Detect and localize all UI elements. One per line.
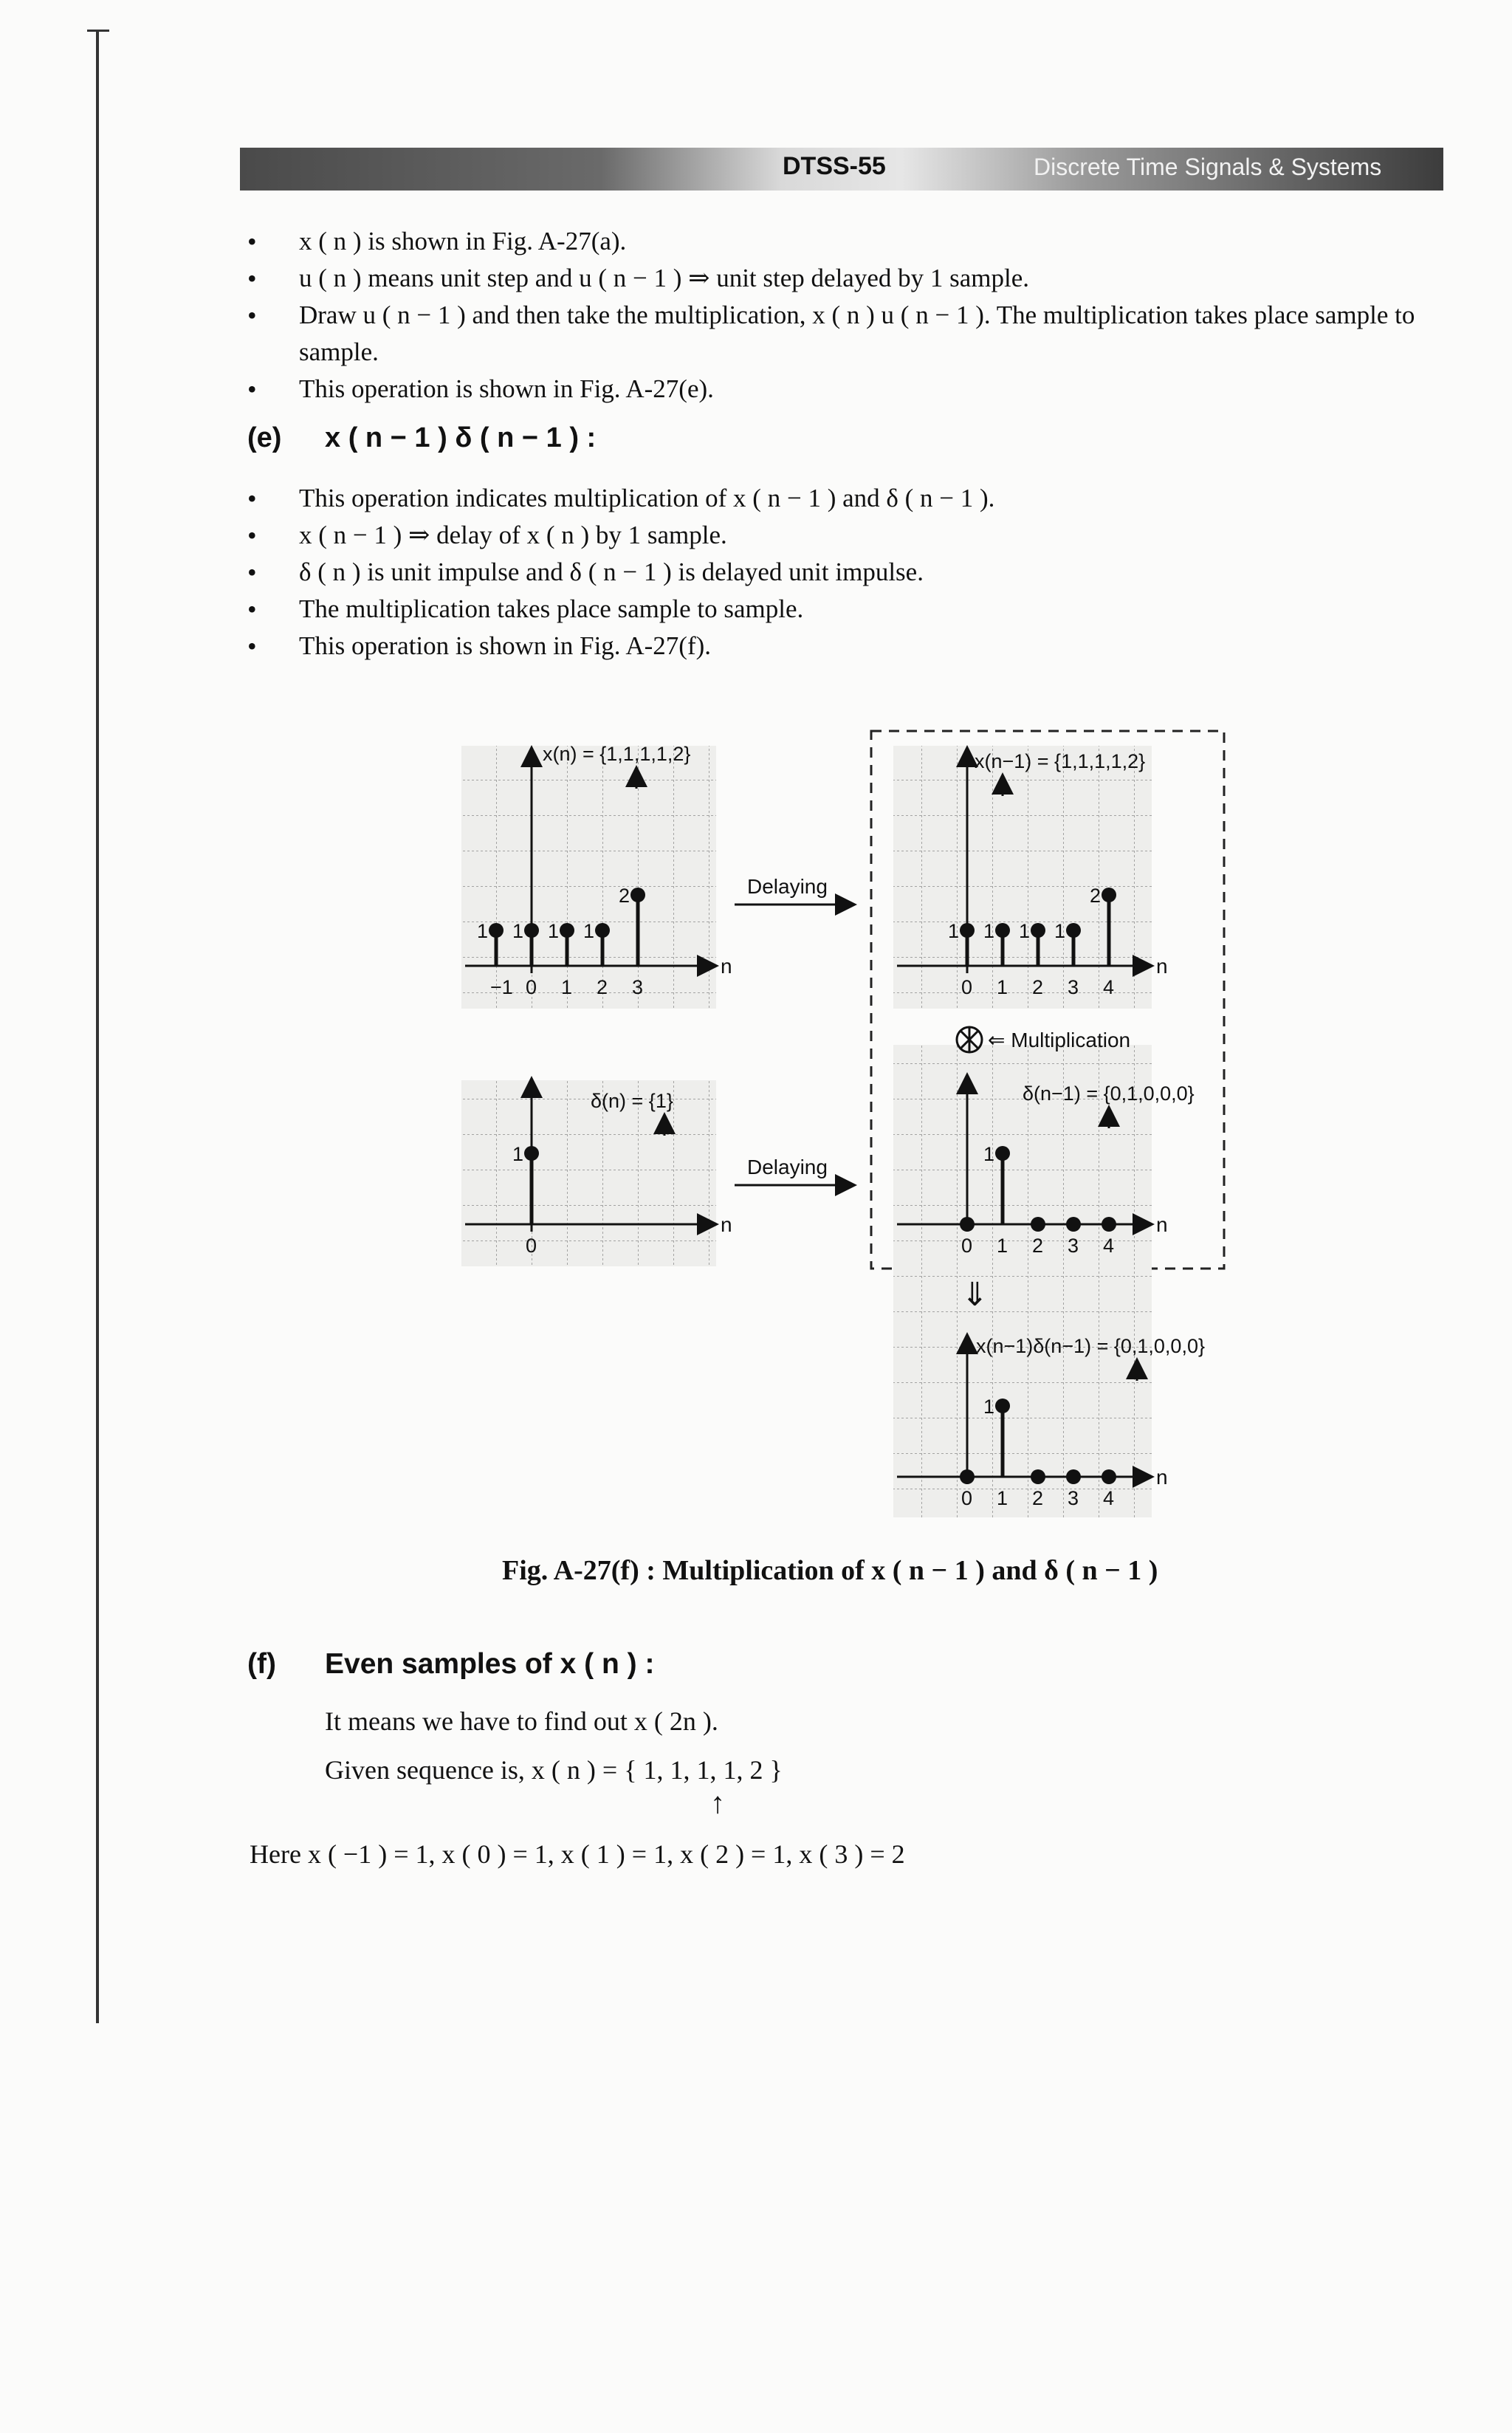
plot-title: δ(n−1) = {0,1,0,0,0} bbox=[1023, 1082, 1195, 1105]
delay-label-2: Delaying bbox=[747, 1156, 828, 1178]
stem-point bbox=[960, 1217, 975, 1232]
tick-label: 1 bbox=[997, 1235, 1008, 1257]
value-label: 1 bbox=[477, 920, 489, 942]
tick-label: 3 bbox=[1068, 976, 1079, 998]
list-item: • u ( n ) means unit step and u ( n − 1 ) ⇒ unit step delayed by 1 sample. bbox=[247, 260, 1443, 297]
tick-label: 1 bbox=[997, 1487, 1008, 1509]
list-item: • Draw u ( n − 1 ) and then take the multiplication, x ( n ) u ( n − 1 ). The multiplication takes place sample to sample. bbox=[247, 297, 1443, 371]
tick-label: 0 bbox=[961, 1235, 973, 1257]
tick-label: 0 bbox=[961, 1487, 973, 1509]
value-label: 1 bbox=[583, 920, 595, 942]
stem-point bbox=[995, 1399, 1010, 1413]
axis-label: n bbox=[1156, 1466, 1168, 1489]
stem-point bbox=[524, 1146, 539, 1161]
tick-label: 4 bbox=[1103, 976, 1115, 998]
tick-label: 3 bbox=[632, 976, 644, 998]
tick-label: 4 bbox=[1103, 1235, 1115, 1257]
section-number: (f) bbox=[247, 1648, 276, 1680]
tick-label: 1 bbox=[997, 976, 1008, 998]
value-label: 1 bbox=[1019, 920, 1031, 942]
figure-caption: Fig. A-27(f) : Multiplication of x ( n − 1 ) and δ ( n − 1 ) bbox=[502, 1555, 1158, 1586]
value-label: 1 bbox=[548, 920, 560, 942]
stem-point bbox=[1031, 1469, 1045, 1484]
list-item: • This operation indicates multiplication of x ( n − 1 ) and δ ( n − 1 ). bbox=[247, 480, 1443, 517]
stem-point bbox=[1102, 1469, 1116, 1484]
value-label: 1 bbox=[512, 1143, 524, 1165]
stem-point bbox=[630, 888, 645, 902]
paragraph-f2: Given sequence is, x ( n ) = { 1, 1, 1, 1, 2 } bbox=[325, 1755, 783, 1785]
value-label: 1 bbox=[512, 920, 524, 942]
stem-point bbox=[1031, 1217, 1045, 1232]
stem-point bbox=[1102, 888, 1116, 902]
list-item: • δ ( n ) is unit impulse and δ ( n − 1 ) is delayed unit impulse. bbox=[247, 554, 1443, 591]
value-label: 1 bbox=[948, 920, 960, 942]
value-label: 2 bbox=[619, 885, 630, 907]
section-number: (e) bbox=[247, 422, 282, 453]
value-label: 1 bbox=[983, 1143, 995, 1165]
list-item: • This operation is shown in Fig. A-27(f). bbox=[247, 628, 1443, 665]
axis-label: n bbox=[721, 955, 732, 978]
tick-label: 4 bbox=[1103, 1487, 1115, 1509]
tick-label: 0 bbox=[526, 976, 537, 998]
plot-title: δ(n) = {1} bbox=[591, 1090, 673, 1112]
paragraph-f1: It means we have to find out x ( 2n ). bbox=[325, 1706, 718, 1736]
stem-point bbox=[1031, 923, 1045, 938]
stem-point bbox=[595, 923, 610, 938]
tick-label: 2 bbox=[597, 976, 608, 998]
page-code: DTSS-55 bbox=[783, 152, 886, 180]
stem-point bbox=[1066, 923, 1081, 938]
stem-point bbox=[560, 923, 574, 938]
result-arrow: ⇓ bbox=[961, 1277, 989, 1313]
tick-label: 3 bbox=[1068, 1235, 1079, 1257]
delay-label-1: Delaying bbox=[747, 875, 828, 898]
value-label: 1 bbox=[983, 920, 995, 942]
stem-point bbox=[995, 1146, 1010, 1161]
list-item: • The multiplication takes place sample to sample. bbox=[247, 591, 1443, 628]
plot-title: x(n−1) = {1,1,1,1,2} bbox=[975, 750, 1146, 772]
tick-label: 0 bbox=[961, 976, 973, 998]
stem-point bbox=[960, 923, 975, 938]
stem-point bbox=[1066, 1469, 1081, 1484]
paragraph-f3: Here x ( −1 ) = 1, x ( 0 ) = 1, x ( 1 ) = 1, x ( 2 ) = 1, x ( 3 ) = 2 bbox=[250, 1839, 905, 1869]
section-title: x ( n − 1 ) δ ( n − 1 ) : bbox=[325, 422, 597, 453]
stem-point bbox=[960, 1469, 975, 1484]
value-label: 1 bbox=[983, 1396, 995, 1418]
tick-label: 2 bbox=[1032, 1235, 1044, 1257]
section-title: Even samples of x ( n ) : bbox=[325, 1648, 655, 1680]
list-item: • This operation is shown in Fig. A-27(e). bbox=[247, 371, 1443, 408]
stem-point bbox=[1102, 1217, 1116, 1232]
axis-label: n bbox=[1156, 1213, 1168, 1236]
tick-label: 2 bbox=[1032, 976, 1044, 998]
value-label: 2 bbox=[1090, 885, 1102, 907]
plot-title: x(n) = {1,1,1,1,2} bbox=[543, 743, 691, 765]
axis-label: n bbox=[1156, 955, 1168, 978]
axis-label: n bbox=[721, 1213, 732, 1236]
value-label: 1 bbox=[1054, 920, 1066, 942]
stem-point bbox=[524, 923, 539, 938]
tick-label: −1 bbox=[490, 976, 513, 998]
multiplication-label: ⇐ Multiplication bbox=[988, 1029, 1131, 1051]
section-f-heading bbox=[247, 1648, 654, 1681]
tick-label: 3 bbox=[1068, 1487, 1079, 1509]
list-item: • x ( n − 1 ) ⇒ delay of x ( n ) by 1 sample. bbox=[247, 517, 1443, 554]
tick-label: 1 bbox=[561, 976, 573, 998]
stem-point bbox=[489, 923, 504, 938]
list-item: • x ( n ) is shown in Fig. A-27(a). bbox=[247, 223, 1443, 260]
plot-title: x(n−1)δ(n−1) = {0,1,0,0,0} bbox=[976, 1335, 1205, 1357]
chapter-title: Discrete Time Signals & Systems bbox=[1034, 154, 1382, 180]
stem-point bbox=[1066, 1217, 1081, 1232]
origin-arrow: ↑ bbox=[710, 1786, 725, 1819]
tick-label: 2 bbox=[1032, 1487, 1044, 1509]
tick-label: 0 bbox=[526, 1235, 537, 1257]
stem-point bbox=[995, 923, 1010, 938]
